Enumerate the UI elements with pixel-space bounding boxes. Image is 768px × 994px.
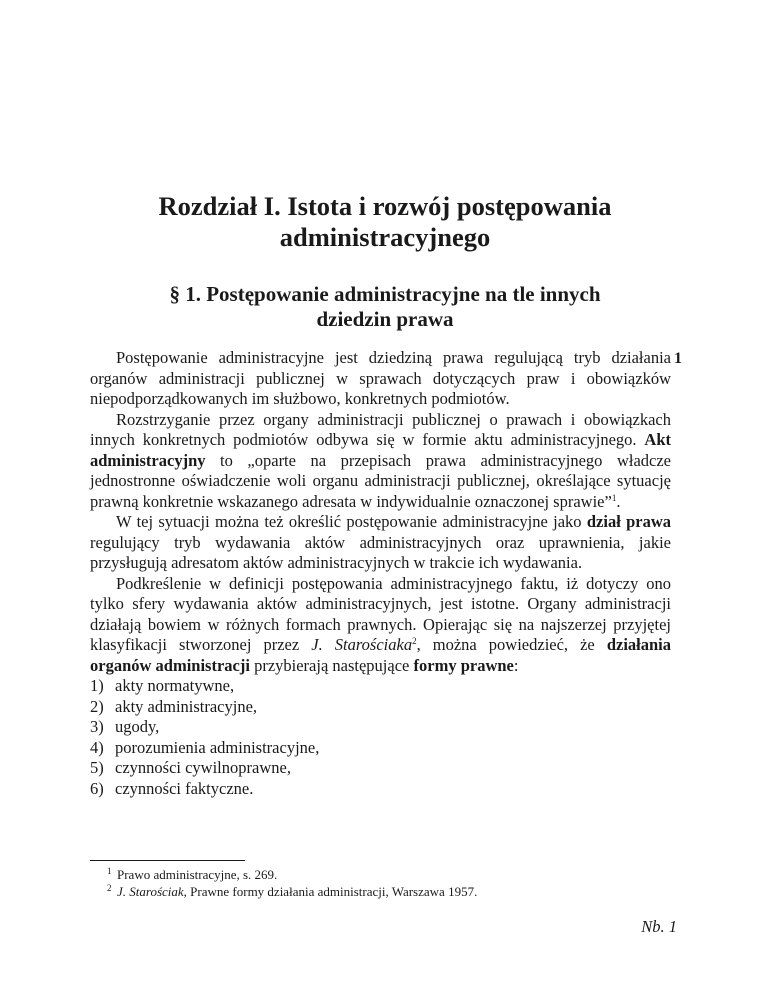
footnote-ref-1: 1 <box>611 492 617 503</box>
list-item <box>90 717 671 738</box>
paragraph-2-end: . <box>616 491 621 511</box>
author-staresciak: J. Starościaka <box>311 635 413 654</box>
list-item-text: czynności cywilnoprawne, <box>115 758 291 777</box>
list-item-text: porozumienia administracyjne, <box>115 737 320 757</box>
list-item <box>90 758 671 779</box>
term-dzial-prawa: dział prawa <box>586 512 672 531</box>
paragraph-4-end: : <box>513 655 519 675</box>
paragraph-3 <box>90 512 671 574</box>
footnote-body: Prawo administracyjne, s. 269. <box>117 867 278 882</box>
footnotes <box>107 866 667 900</box>
footnote-body: , Prawne formy działania administracji, Warszawa 1957. <box>183 884 478 899</box>
paragraph-1 <box>90 348 671 410</box>
paragraph-4-text-a: Podkreślenie w definicji postępowania administracyjnego faktu, iż dotyczy ono tylko sfery wydawania aktów administracyjnych, jest istotne. Organy administracji działają bowiem w różnych formach prawnych. Opierając się na najszerzej przyjętej klasyfikacji stworzonej przez <box>90 573 671 654</box>
footnote-mark: 2 <box>107 883 112 893</box>
footnote-1 <box>107 866 667 883</box>
list-item <box>90 697 671 718</box>
footnote-ref-2: 2 <box>412 636 417 646</box>
list-item-text: czynności faktyczne. <box>115 778 254 798</box>
list-item-number: 4) <box>90 737 104 757</box>
list-item-text: akty administracyjne, <box>115 696 258 716</box>
body-text <box>90 348 671 799</box>
paragraph-4-text-b: , można powiedzieć, że <box>416 635 595 654</box>
list-item-number: 5) <box>90 758 104 777</box>
page-number-label: Nb. 1 <box>641 917 677 936</box>
list-item-number: 3) <box>90 717 104 736</box>
paragraph-4 <box>90 574 671 677</box>
list-item <box>90 676 671 697</box>
section-title-line-1: § 1. Postępowanie administracyjne na tle innych <box>169 282 601 306</box>
term-dzialania-organow: działania organów administracji <box>90 635 672 675</box>
forms-list <box>90 676 671 799</box>
list-item-text: akty normatywne, <box>115 676 235 695</box>
footnote-text <box>117 866 277 883</box>
margin-number: 1 <box>674 350 682 367</box>
footnote-divider <box>90 860 245 861</box>
list-item-number: 2) <box>90 696 104 716</box>
footnote-italic: J. Starościak <box>117 884 184 899</box>
paragraph-4-text-c: przybierają następujące <box>254 655 410 675</box>
list-item-number: 6) <box>90 778 104 798</box>
paragraph-3-text-a: W tej sytuacji można też określić postępowanie administracyjne jako <box>116 512 582 531</box>
list-item-number: 1) <box>90 676 104 695</box>
chapter-title-line-1: Rozdział I. Istota i rozwój postępowania <box>158 191 612 221</box>
section-title-line-2: dziedzin prawa <box>316 307 454 331</box>
footnote-2 <box>107 883 667 900</box>
chapter-title <box>80 191 690 253</box>
list-item <box>90 738 671 759</box>
paragraph-1-text: Postępowanie administracyjne jest dziedziną prawa regulującą tryb działania organów administracji publicznej w sprawach dotyczących praw i obowiązków niepodporządkowanych im służbowo, konkretnych podmiotów. <box>90 348 671 408</box>
paragraph-2 <box>90 410 671 513</box>
list-item <box>90 779 671 800</box>
section-title <box>100 282 670 332</box>
paragraph-2-text-a: Rozstrzyganie przez organy administracji publicznej o prawach i obowiązkach innych konkretnych podmiotów odbywa się w formie aktu administracyjnego. <box>90 409 671 449</box>
footnote-mark: 1 <box>107 866 112 876</box>
footnote-text <box>117 883 477 900</box>
chapter-title-line-2: administracyjnego <box>279 222 491 252</box>
term-akt-administracyjny: Akt administracyjny <box>90 430 671 470</box>
paragraph-2-text-b: to „oparte na przepisach prawa administracyjnego władcze jednostronne oświadczenie woli organu administracji publicznej, określające sytuację prawną konkretnie wskazanego adresata w indywidualnie oznaczonej sprawie” <box>90 450 672 511</box>
paragraph-3-text-b: regulujący tryb wydawania aktów administracyjnych oraz uprawnienia, jakie przysługują adresatom aktów administracyjnych w trakcie ich wydawania. <box>90 532 671 572</box>
list-item-text: ugody, <box>115 717 160 736</box>
term-formy-prawne: formy prawne <box>413 655 514 675</box>
